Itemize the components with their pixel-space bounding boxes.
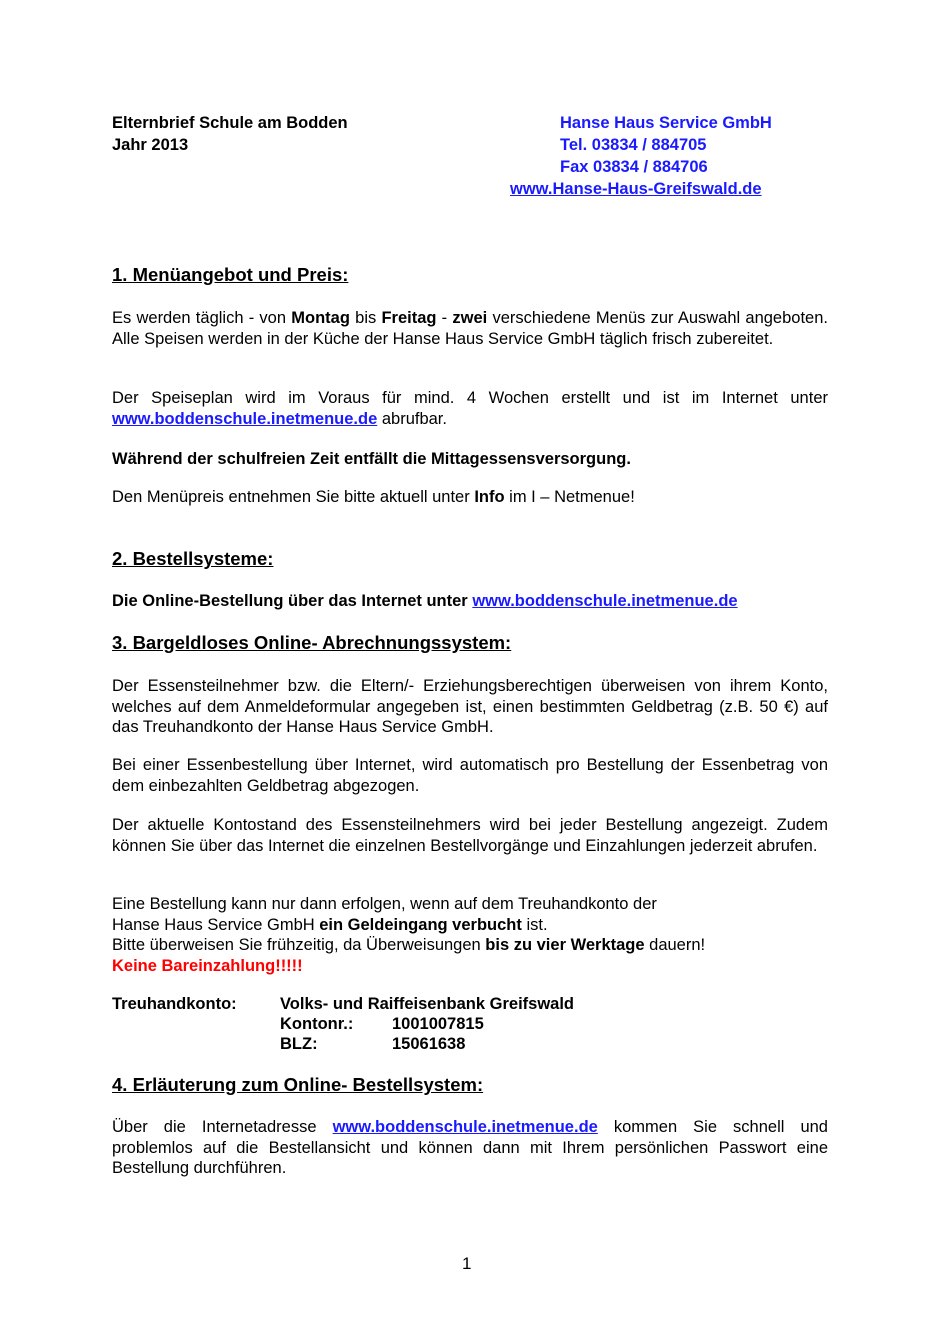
- section-1-paragraph-4: [112, 487, 828, 508]
- emphasis-montag: Montag: [291, 309, 350, 327]
- letter-title: [112, 112, 348, 156]
- section-4-paragraph: [112, 1117, 828, 1179]
- order-website-link[interactable]: www.boddenschule.inetmenue.de: [472, 592, 738, 610]
- account-number-label: Kontonr.:: [280, 1015, 354, 1033]
- company-block: [560, 112, 772, 178]
- section-2-paragraph: [112, 591, 828, 612]
- text-line: [112, 935, 828, 956]
- section-3-paragraph-3: Der aktuelle Kontostand des Essensteilnehmers wird bei jeder Bestellung angezeigt. Zudem können Sie über das Internet die einzelnen Bestellvorgänge und Einzahlungen jederzeit abrufen.: [112, 816, 828, 855]
- section-1-paragraph-1: [112, 308, 828, 349]
- title-line-1: Elternbrief Schule am Bodden: [112, 114, 348, 132]
- section-3-paragraph-1: Der Essensteilnehmer bzw. die Eltern/- Erziehungsberechtigen überweisen von ihrem Konto, welches auf dem Anmeldeformular angegeben ist, einen bestimmten Geldbetrag (z.B. 50 €) auf das Treuhandkonto der Hanse Haus Service GmbH.: [112, 677, 828, 736]
- section-3-paragraph-4: [112, 894, 828, 976]
- account-number-value: 1001007815: [392, 1015, 484, 1033]
- text: verschiedene Menüs zur Auswahl angeboten. Alle Speisen werden in der Küche der Hanse Haus Service GmbH täglich frisch zubereitet.: [112, 309, 828, 348]
- emphasis-geldeingang: ein Geldeingang verbucht: [319, 915, 522, 934]
- emphasis-zwei: zwei: [452, 309, 488, 327]
- text: Den Menüpreis entnehmen Sie bitte aktuell unter: [112, 488, 475, 506]
- text: kommen Sie schnell und problemlos auf die Bestellansicht und können dann mit Ihrem persönlichen Passwort eine Bestellung durchführen.: [112, 1118, 828, 1177]
- warning-no-cash: Keine Bareinzahlung!!!!!: [112, 956, 303, 975]
- section-3-paragraph-2: Bei einer Essenbestellung über Internet, wird automatisch pro Bestellung der Essenbetrag von dem einbezahlten Geldbetrag abgezogen.: [112, 756, 828, 795]
- company-website-link[interactable]: www.Hanse-Haus-Greifswald.de: [510, 180, 762, 198]
- company-tel: Tel. 03834 / 884705: [560, 136, 707, 154]
- bank-name: Volks- und Raiffeisenbank Greifswald: [280, 995, 575, 1013]
- text: Über die Internetadresse: [112, 1118, 333, 1136]
- section-1-notice: Während der schulfreien Zeit entfällt die Mittagessensversorgung.: [112, 450, 631, 468]
- blz-value: 15061638: [392, 1035, 466, 1053]
- emphasis-werktage: bis zu vier Werktage: [485, 936, 645, 954]
- text: Bitte überweisen Sie frühzeitig, da Überweisungen: [112, 936, 486, 954]
- company-name: Hanse Haus Service GmbH: [560, 114, 772, 132]
- section-1-heading: 1. Menüangebot und Preis:: [112, 264, 349, 285]
- blz-label: BLZ:: [280, 1035, 318, 1053]
- text: Die Online-Bestellung über das Internet unter: [112, 592, 473, 610]
- section-2-heading: 2. Bestellsysteme:: [112, 548, 274, 569]
- emphasis-info: Info: [474, 488, 505, 506]
- text: -: [436, 309, 453, 327]
- text: Der Speiseplan wird im Voraus für mind. 4 Wochen erstellt und ist im Internet unter: [112, 389, 828, 407]
- company-fax: Fax 03834 / 884706: [560, 158, 708, 176]
- section-4-heading: 4. Erläuterung zum Online- Bestellsystem:: [112, 1074, 484, 1095]
- text: ist.: [521, 915, 548, 934]
- text: abrufbar.: [377, 409, 447, 428]
- document-page: [112, 0, 828, 1330]
- account-label: Treuhandkonto:: [112, 995, 237, 1013]
- text: Hanse Haus Service GmbH: [112, 915, 320, 934]
- text-line: Eine Bestellung kann nur dann erfolgen, wenn auf dem Treuhandkonto der: [112, 895, 657, 913]
- bestell-website-link[interactable]: www.boddenschule.inetmenue.de: [332, 1118, 598, 1136]
- text: bis: [349, 309, 382, 327]
- menu-website-link[interactable]: www.boddenschule.inetmenue.de: [112, 409, 378, 428]
- text: im I – Netmenue!: [504, 488, 635, 506]
- text: Es werden täglich - von: [112, 309, 292, 327]
- section-3-heading: 3. Bargeldloses Online- Abrechnungssystem:: [112, 632, 512, 653]
- section-1-paragraph-2: [112, 388, 828, 429]
- text: dauern!: [644, 936, 706, 954]
- text-line: [112, 915, 828, 936]
- page-number: 1: [462, 1254, 472, 1273]
- emphasis-freitag: Freitag: [381, 309, 437, 327]
- title-line-2: Jahr 2013: [112, 136, 189, 154]
